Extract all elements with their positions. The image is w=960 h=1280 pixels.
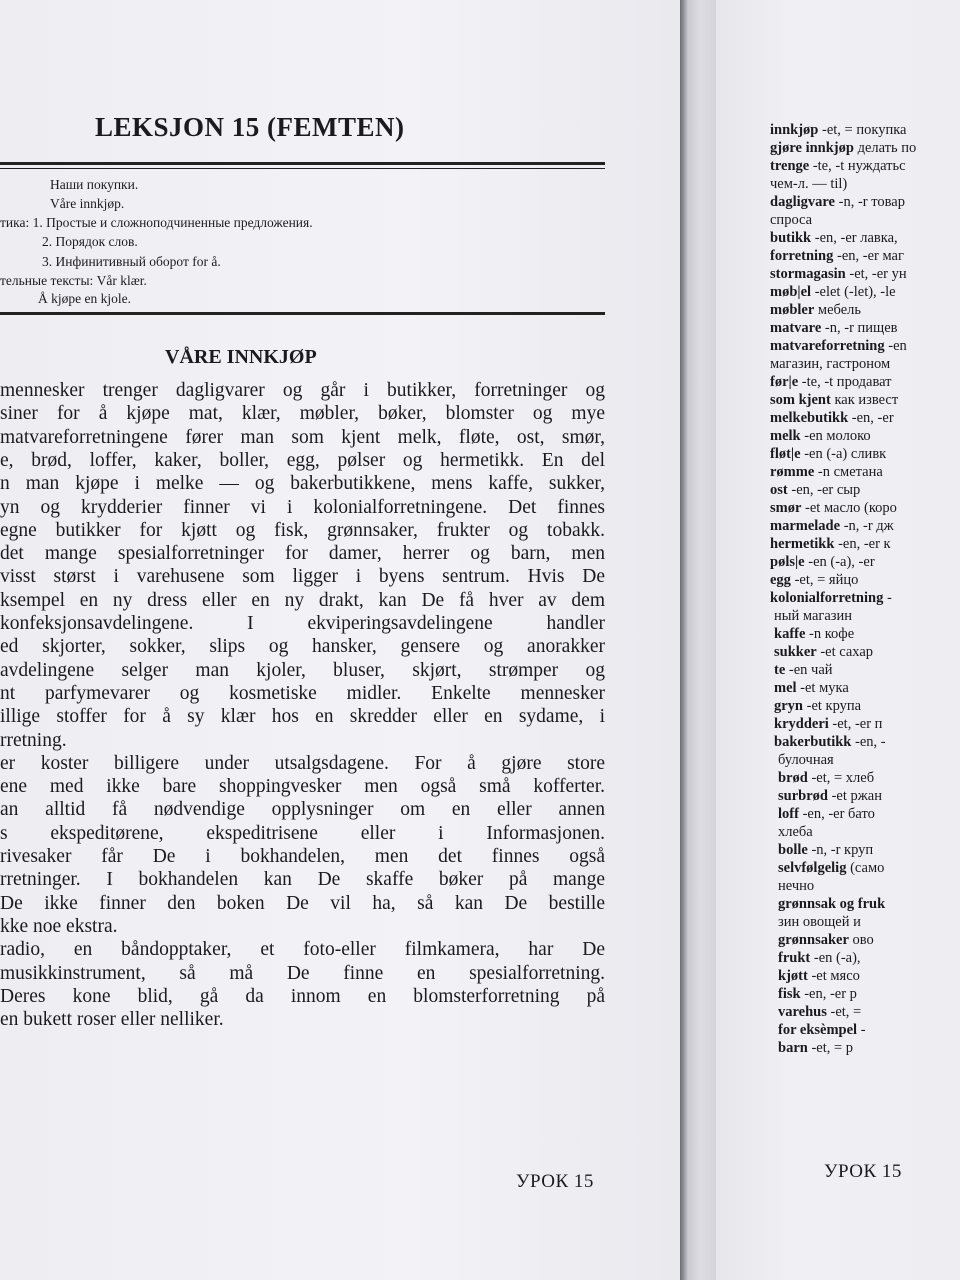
vocab-entry (778, 1039, 853, 1057)
vocab-entry (770, 499, 897, 517)
vocab-entry (778, 895, 885, 913)
vocab-translation: -et, = (826, 1004, 862, 1020)
text-line: an alltid få nødvendige opplysninger om en eller annen (0, 799, 605, 821)
vocab-translation: -en молоко (800, 428, 871, 444)
vocab-entry (778, 877, 814, 895)
vocab-entry (778, 769, 874, 787)
vocab-headword: innkjøp (770, 122, 819, 138)
vocab-headword: kolonialforretning (770, 590, 884, 606)
vocab-translation: чем-л. — til) (770, 176, 848, 192)
lesson-info-line: 2. Порядок слов. (42, 234, 138, 249)
vocab-headword: gjøre innkjøp (770, 140, 854, 156)
vocab-translation: -en (884, 338, 907, 354)
vocab-headword: dagligvare (770, 194, 835, 210)
vocab-translation: хлеба (778, 824, 813, 840)
vocab-headword: egg (770, 572, 791, 588)
lesson-info-line: тельные тексты: Vår klær. (0, 273, 147, 288)
text-line: ed skjorter, sokker, slips og hansker, gensere og anorakker (0, 636, 605, 658)
vocab-headword: sukker (774, 644, 817, 660)
vocab-entry (774, 643, 873, 661)
vocab-headword: matvareforretning (770, 338, 885, 354)
vocab-translation: -en чай (785, 662, 833, 678)
text-line: Deres kone blid, gå da innom en blomsterforretning på (0, 985, 605, 1007)
text-line: s ekspeditørene, ekspeditrisene eller i Informasjonen. (0, 822, 605, 844)
text-line: De ikke finner den boken De vil ha, så kan De bestille (0, 892, 605, 914)
vocab-entry (778, 1021, 866, 1039)
vocab-entry (778, 787, 882, 805)
vocab-headword: melkebutikk (770, 410, 849, 426)
vocab-translation: как извест (830, 392, 899, 408)
vocab-translation: -n, -r товар (834, 194, 905, 210)
vocab-headword: for eksèmpel (778, 1022, 858, 1038)
text-line: yn og krydderier finner vi i kolonialforretningene. Det finnes (0, 496, 605, 518)
vocab-translation: -en, -er сыр (787, 482, 861, 498)
vocab-headword: fløt|e (770, 446, 801, 462)
vocab-headword: bolle (778, 842, 808, 858)
lesson-title: LEKSJON 15 (FEMTEN) (95, 112, 405, 142)
vocab-translation: -elet (-let), -le (811, 284, 896, 300)
lesson-info-line: тика: 1. Простые и сложноподчиненные предложения. (0, 215, 313, 230)
vocab-translation: ово (848, 932, 874, 948)
header-rule-top (0, 162, 605, 165)
vocab-entry (778, 841, 873, 859)
vocab-translation: - (883, 590, 892, 606)
right-page (716, 0, 960, 1280)
vocab-translation: -en, -er к (834, 536, 891, 552)
header-rule-thin (0, 168, 605, 169)
vocab-headword: te (774, 662, 786, 678)
vocab-entry (770, 283, 896, 301)
text-line: rretning. (0, 729, 67, 751)
vocab-headword: gryn (774, 698, 803, 714)
vocab-entry (770, 571, 858, 589)
vocab-translation: -et, = хлеб (807, 770, 875, 786)
vocab-headword: butikk (770, 230, 812, 246)
page-folio-right: УРОК 15 (824, 1161, 902, 1182)
vocab-translation: спроса (770, 212, 813, 228)
vocab-headword: krydderi (774, 716, 829, 732)
vocab-headword: selvfølgelig (778, 860, 847, 876)
vocab-translation: -en, - (851, 734, 886, 750)
vocab-headword: rømme (770, 464, 815, 480)
vocab-translation: -te, -t нуждатьс (809, 158, 906, 174)
vocab-translation: магазин, гастроном (770, 356, 891, 372)
page-folio-left: УРОК 15 (516, 1171, 594, 1192)
vocab-entry (770, 481, 860, 499)
vocab-translation: -et, = покупка (818, 122, 907, 138)
vocab-entry (774, 625, 854, 643)
text-line: ksempel en ny dress eller en ny drakt, kan De få hver av dem (0, 589, 605, 611)
text-line: matvareforretningene fører man som kjent melk, fløte, ost, smør, (0, 426, 605, 448)
vocab-headword: ost (770, 482, 788, 498)
vocab-headword: pøls|e (770, 554, 805, 570)
text-line: e, brød, loffer, kaker, boller, egg, pølser og hermetikk. En del (0, 449, 605, 471)
vocab-headword: trenge (770, 158, 810, 174)
vocab-entry (774, 679, 849, 697)
text-line: en bukett roser eller nelliker. (0, 1009, 224, 1031)
vocab-entry (770, 211, 812, 229)
vocab-entry (770, 445, 886, 463)
vocab-entry (770, 589, 892, 607)
vocab-translation: -n, -r круп (807, 842, 874, 858)
vocab-translation: -et, = р (807, 1040, 854, 1056)
vocab-headword: møb|el (770, 284, 812, 300)
vocab-entry (778, 823, 813, 841)
vocab-entry (770, 337, 907, 355)
lesson-info-line: 3. Инфинитивный оборот for å. (42, 254, 221, 269)
vocab-translation: зин овощей и (778, 914, 861, 930)
vocab-headword: surbrød (778, 788, 828, 804)
vocab-translation: -te, -t продават (798, 374, 892, 390)
vocab-headword: forretning (770, 248, 834, 264)
vocab-entry (770, 121, 906, 139)
text-line: nt parfymevarer og kosmetiske midler. Enkelte mennesker (0, 682, 605, 704)
text-line: n man kjøpe i melke — og bakerbutikkene, mens kaffe, sukker, (0, 473, 605, 495)
vocab-entry (778, 967, 860, 985)
vocab-entry (778, 985, 857, 1003)
text-line: illige stoffer for å sy klær hos en skredder eller en sydame, i (0, 706, 605, 728)
vocab-translation: -en (-a) сливк (800, 446, 887, 462)
lesson-info-line: Наши покупки. (50, 177, 139, 192)
vocab-entry (770, 139, 916, 157)
vocab-translation: -en (-a), -er (804, 554, 875, 570)
vocab-entry (770, 175, 847, 193)
vocab-entry (770, 517, 894, 535)
vocab-headword: smør (770, 500, 802, 516)
vocab-translation: -en, -er лавка, (811, 230, 898, 246)
text-line: rretninger. I bokhandelen kan De skaffe bøker på mange (0, 869, 605, 891)
vocab-headword: som kjent (770, 392, 831, 408)
vocab-headword: barn (778, 1040, 808, 1056)
lesson-info-line: Våre innkjøp. (50, 196, 125, 211)
vocab-entry (770, 355, 890, 373)
vocab-translation: -en (-a), (810, 950, 861, 966)
vocab-translation: -n кофе (805, 626, 855, 642)
vocab-translation: нечно (778, 878, 815, 894)
text-line: avdelingene selger man kjoler, bluser, skjørt, strømper og (0, 659, 605, 681)
vocab-entry (770, 229, 898, 247)
text-line: det mange spesialforretninger for damer, herrer og barn, men (0, 543, 605, 565)
vocab-entry (770, 247, 904, 265)
vocab-entry (774, 607, 852, 625)
text-line: ene med ikke bare shoppingvesker men også små kofferter. (0, 776, 605, 798)
text-line: siner for å kjøpe mat, klær, møbler, bøker, blomster og mye (0, 403, 605, 425)
vocab-entry (770, 319, 897, 337)
vocab-headword: frukt (778, 950, 811, 966)
vocab-translation: -n, -r дж (840, 518, 894, 534)
vocab-translation: - (857, 1022, 866, 1038)
text-section-title: VÅRE INNKJØP (165, 346, 317, 368)
text-line: er koster billigere under utsalgsdagene. For å gjøre store (0, 752, 605, 774)
vocab-translation: -en, -er маг (833, 248, 904, 264)
vocab-entry (770, 373, 892, 391)
vocab-headword: marmelade (770, 518, 841, 534)
vocab-entry (778, 931, 874, 949)
vocab-translation: -en, -er бато (798, 806, 875, 822)
vocab-translation: -en, -er р (800, 986, 857, 1002)
vocab-entry (778, 913, 861, 931)
vocab-entry (770, 391, 898, 409)
vocab-entry (778, 751, 834, 769)
vocab-headword: varehus (778, 1004, 827, 1020)
vocab-entry (778, 949, 861, 967)
vocab-translation: булочная (778, 752, 834, 768)
text-line: radio, en båndopptaker, et foto-eller filmkamera, har De (0, 939, 605, 961)
text-line: egne butikker for kjøtt og fisk, grønnsaker, frukter og tobakk. (0, 519, 605, 541)
vocab-entry (770, 301, 861, 319)
vocab-translation: -et, = яйцо (790, 572, 859, 588)
vocab-headword: mel (774, 680, 797, 696)
vocab-headword: brød (778, 770, 808, 786)
vocab-headword: matvare (770, 320, 822, 336)
text-line: visst størst i varehusene som ligger i byens sentrum. Hvis De (0, 566, 605, 588)
book-gutter (680, 0, 720, 1280)
vocab-translation: -et сахар (816, 644, 874, 660)
vocab-headword: loff (778, 806, 799, 822)
vocab-translation: -et масло (коро (801, 500, 897, 516)
vocab-translation: -et, -er п (828, 716, 883, 732)
text-line: musikkinstrument, så må De finne en spesialforretning. (0, 962, 605, 984)
vocab-entry (774, 715, 882, 733)
vocab-entry (774, 697, 861, 715)
vocab-translation: -et мясо (807, 968, 860, 984)
vocab-entry (770, 535, 891, 553)
vocab-headword: før|e (770, 374, 799, 390)
text-line: kke noe ekstra. (0, 915, 118, 937)
vocab-translation: -en, -er (848, 410, 894, 426)
vocab-translation: мебель (814, 302, 862, 318)
vocab-entry (770, 463, 883, 481)
vocab-headword: grønnsak og fruk (778, 896, 886, 912)
vocab-translation: -n сметана (814, 464, 883, 480)
vocab-entry (770, 157, 906, 175)
header-rule-bottom (0, 312, 605, 315)
vocab-entry (770, 193, 905, 211)
vocab-entry (774, 661, 833, 679)
vocab-translation: -et мука (796, 680, 849, 696)
vocab-headword: grønnsaker (778, 932, 849, 948)
text-line: rivesaker får De i bokhandelen, men det finnes også (0, 846, 605, 867)
vocab-headword: hermetikk (770, 536, 835, 552)
vocab-entry (770, 409, 894, 427)
vocab-translation: -et крупа (803, 698, 862, 714)
text-line: mennesker trenger dagligvarer og går i butikker, forretninger og (0, 380, 605, 401)
vocab-entry (774, 733, 886, 751)
vocab-translation: (само (846, 860, 885, 876)
vocab-headword: stormagasin (770, 266, 846, 282)
vocab-translation: -n, -r пищев (821, 320, 898, 336)
text-line: konfeksjonsavdelingene. I ekviperingsavdelingene handler (0, 613, 605, 634)
vocab-entry (770, 427, 871, 445)
vocab-translation: делать по (853, 140, 917, 156)
vocab-translation: -et ржан (827, 788, 882, 804)
vocab-headword: bakerbutikk (774, 734, 852, 750)
vocab-headword: fisk (778, 986, 801, 1002)
vocab-headword: kjøtt (778, 968, 808, 984)
vocab-translation: ный магазин (774, 608, 853, 624)
vocab-entry (770, 265, 907, 283)
vocab-headword: kaffe (774, 626, 806, 642)
vocab-headword: melk (770, 428, 801, 444)
vocab-entry (778, 805, 875, 823)
vocab-entry (778, 859, 884, 877)
lesson-info-line: Å kjøpe en kjole. (38, 291, 131, 306)
vocab-headword: møbler (770, 302, 815, 318)
vocab-translation: -et, -er ун (845, 266, 907, 282)
vocab-entry (770, 553, 875, 571)
vocab-entry (778, 1003, 861, 1021)
